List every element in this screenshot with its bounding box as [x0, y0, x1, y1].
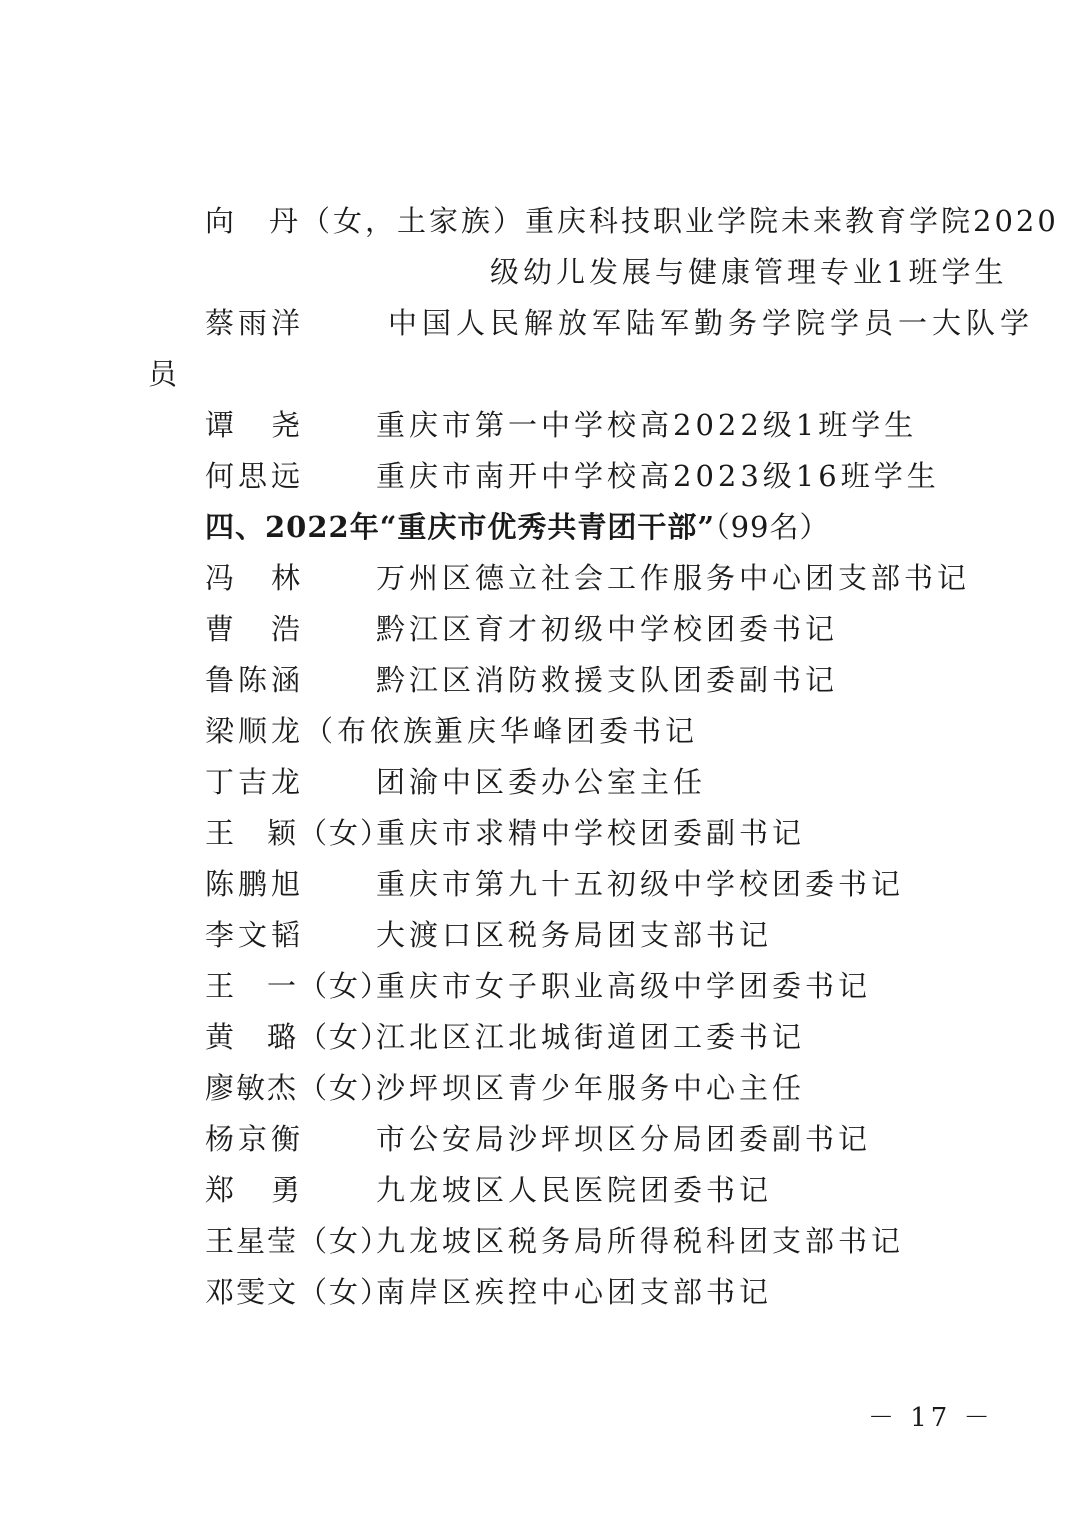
entry-unit: 级幼儿发展与健康管理专业1班学生 [490, 255, 1008, 289]
entry-unit: 南岸区疾控中心团支部书记 [376, 1275, 773, 1309]
entry-unit: 团渝中区委办公室主任 [376, 765, 707, 799]
entry-unit: 沙坪坝区青少年服务中心主任 [376, 1071, 806, 1105]
entry-line [388, 305, 1034, 341]
entry-name: 郑 勇 [205, 1173, 305, 1207]
entry-name: 梁顺龙（布依族） [205, 714, 470, 748]
entry-line [205, 203, 1059, 239]
entry-unit: 重庆市女子职业高级中学团委书记 [376, 969, 872, 1003]
entry-unit: 重庆华峰团委书记 [434, 714, 699, 748]
entry-unit: 黔江区消防救援支队团委副书记 [376, 663, 839, 697]
entry-unit: 重庆市第一中学校高2022级1班学生 [376, 408, 918, 442]
entry-unit: 市公安局沙坪坝区分局团委副书记 [376, 1122, 872, 1156]
entry-name: 鲁陈涵 [205, 663, 305, 697]
entry-name: 蔡雨洋 [205, 306, 305, 340]
entry-name: 王星莹（女） [205, 1224, 392, 1258]
entry-name: 杨京衡 [205, 1122, 305, 1156]
entry-unit: 九龙坡区人民医院团委书记 [376, 1173, 773, 1207]
entry-line [376, 458, 940, 494]
entry-unit: 重庆市第九十五初级中学校团委书记 [376, 867, 905, 901]
entry-name: 冯 林 [205, 561, 305, 595]
entry-name: 曹 浩 [205, 612, 305, 646]
entry-line [205, 458, 304, 494]
entry-unit: 中国人民解放军陆军勤务学院学员一大队学 [388, 306, 1035, 340]
entry-unit: 重庆市南开中学校高2023级16班学生 [376, 459, 940, 493]
entry-name: 王 一（女） [205, 969, 392, 1003]
entry-unit: 大渡口区税务局团支部书记 [376, 918, 773, 952]
entry-line [205, 305, 304, 341]
entry-name: 李文韬 [205, 918, 305, 952]
entry-name: 黄 璐（女） [205, 1020, 392, 1054]
entry-unit: 九龙坡区税务局所得税科团支部书记 [376, 1224, 905, 1258]
entry-name: 丁吉龙 [205, 765, 305, 799]
entry-name: 向 丹（女，土家族）重庆科技职业学院未来教育学院2020 [205, 204, 1059, 238]
entry-line [376, 407, 917, 443]
entry-line [205, 407, 304, 443]
entry-name: 廖敏杰（女） [205, 1071, 392, 1105]
entry-line [148, 356, 181, 392]
entry-name: 员 [148, 357, 182, 391]
entry-name: 谭 尧 [205, 408, 305, 442]
entry-name: 王 颖（女） [205, 816, 392, 850]
entry-line [490, 254, 1007, 290]
entry-unit: 江北区江北城街道团工委书记 [376, 1020, 806, 1054]
entry-name: 陈鹏旭 [205, 867, 305, 901]
section-heading [205, 509, 829, 545]
section-title: 四、2022年“重庆市优秀共青团干部” [205, 510, 716, 544]
entry-unit: 黔江区育才初级中学校团委书记 [376, 612, 839, 646]
entry-name: 邓雯文（女） [205, 1275, 392, 1309]
entry-unit: 重庆市求精中学校团委副书记 [376, 816, 806, 850]
page-number: － 17 － [868, 1403, 994, 1433]
section-count: （99名） [715, 510, 830, 544]
entry-unit: 万州区德立社会工作服务中心团支部书记 [376, 561, 971, 595]
entry-name: 何思远 [205, 459, 305, 493]
